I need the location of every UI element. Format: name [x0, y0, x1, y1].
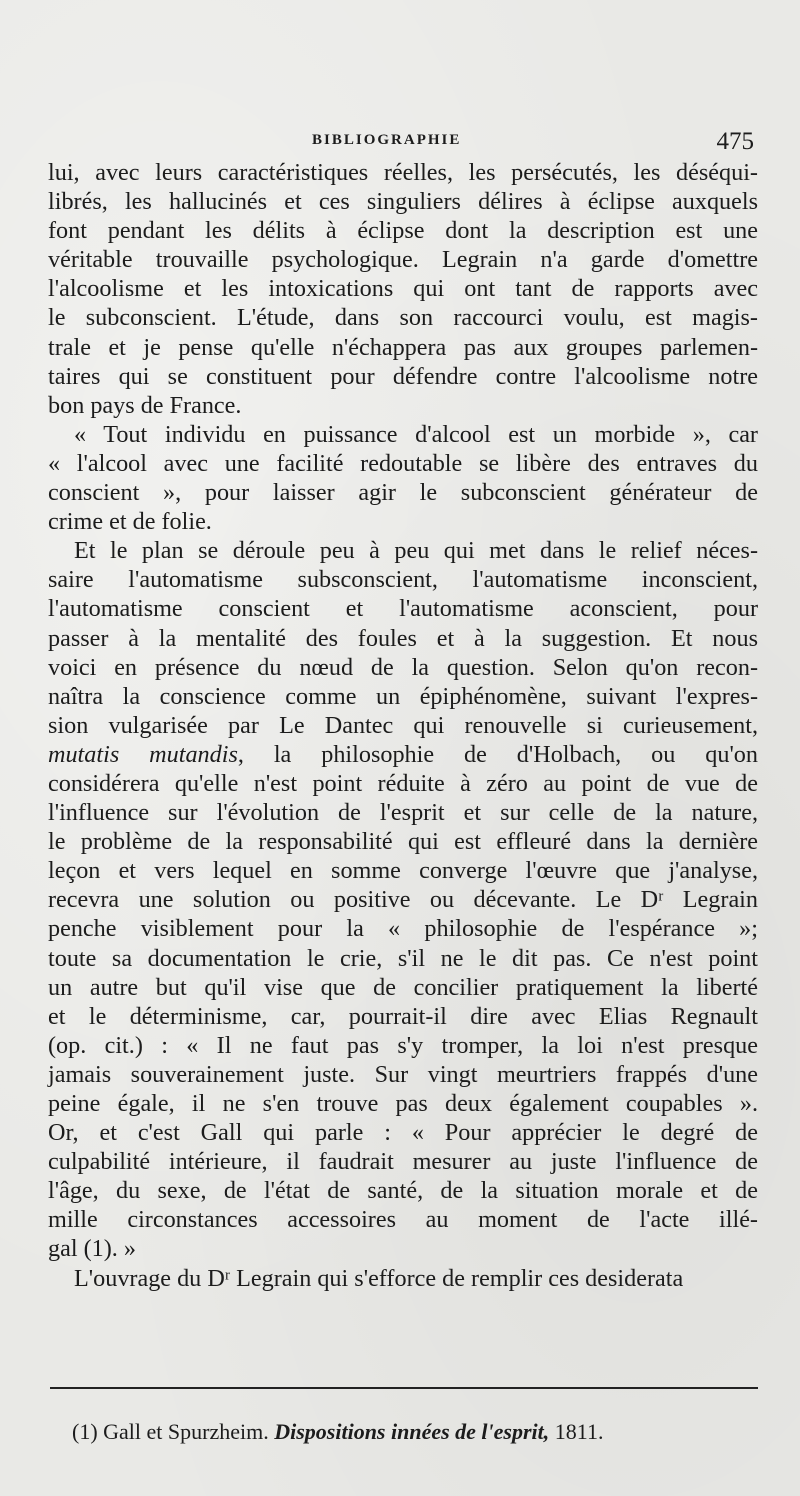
text-line: « Tout individu en puissance d'alcool est un morbide », car — [74, 420, 758, 448]
text-line: sion vulgarisée par Le Dantec qui renouvelle si curieusement, — [48, 711, 758, 739]
text-line: l'influence sur l'évolution de l'esprit et sur celle de la nature, — [48, 799, 758, 827]
text-line: « l'alcool avec une facilité redoutable se libère des entraves du — [48, 449, 758, 477]
text-line: mille circonstances accessoires au moment de l'acte illé- — [48, 1206, 758, 1234]
paragraph — [48, 1264, 758, 1293]
text-line: toute sa documentation le crie, s'il ne le dit pas. Ce n'est point — [48, 944, 758, 972]
text-line: naîtra la conscience comme un épiphénomène, suivant l'expres- — [48, 682, 758, 710]
text-line: gal (1). » — [48, 1235, 136, 1263]
footnote-year: 1811. — [554, 1419, 604, 1444]
running-head: BIBLIOGRAPHIE — [312, 132, 462, 148]
text-line: le subconscient. L'étude, dans son raccourci voulu, est magis- — [48, 304, 758, 332]
text-line: peine égale, il ne s'en trouve pas deux également coupables ». — [48, 1090, 758, 1117]
text-line: (op. cit.) : « Il ne faut pas s'y tromper, la loi n'est presque — [48, 1031, 758, 1059]
text-line: leçon et vers lequel en somme converge l'œuvre que j'analyse, — [48, 857, 758, 885]
footnote-rule — [50, 1387, 758, 1389]
text-line: mutatis mutandis, la philosophie de d'Holbach, ou qu'on — [48, 740, 758, 768]
page-header — [48, 128, 760, 158]
italic-phrase: mutatis mutandis — [48, 740, 238, 768]
body-text — [48, 158, 758, 1293]
text-line: Et le plan se déroule peu à peu qui met dans le relief néces- — [74, 537, 758, 565]
text-line: L'ouvrage du Dʳ Legrain qui s'efforce de remplir ces desiderata — [74, 1264, 684, 1292]
text-line: l'automatisme conscient et l'automatisme aconscient, pour — [48, 595, 758, 623]
text-line: penche visiblement pour la « philosophie de l'espérance »; — [48, 915, 758, 943]
text-line: font pendant les délits à éclipse dont la description est une — [48, 217, 758, 245]
text-line: considérera qu'elle n'est point réduite à zéro au point de vue de — [48, 769, 758, 797]
text-line: et le déterminisme, car, pourrait-il dire avec Elias Regnault — [48, 1002, 758, 1030]
text-line: recevra une solution ou positive ou décevante. Le Dʳ Legrain — [48, 886, 758, 914]
text-line: trale et je pense qu'elle n'échappera pas aux groupes parlemen- — [48, 333, 758, 361]
footnote-authors: Gall et Spurzheim. — [103, 1419, 269, 1444]
text-line: crime et de folie. — [48, 508, 212, 536]
paragraph — [48, 536, 758, 1263]
text-line: taires qui se constituent pour défendre contre l'alcoolisme notre — [48, 362, 758, 390]
text-line: voici en présence du nœud de la question. Selon qu'on recon- — [48, 653, 758, 681]
text-line: librés, les hallucinés et ces singuliers délires à éclipse auxquels — [48, 188, 758, 216]
footnote — [72, 1418, 762, 1446]
text-line: culpabilité intérieure, il faudrait mesurer au juste l'influence de — [48, 1148, 758, 1176]
text-line: saire l'automatisme subsconscient, l'automatisme inconscient, — [48, 566, 758, 594]
text-line: l'alcoolisme et les intoxications qui ont tant de rapports avec — [48, 275, 758, 303]
paragraph — [48, 420, 758, 536]
text-line: jamais souverainement juste. Sur vingt meurtriers frappés d'une — [48, 1060, 758, 1088]
footnote-marker: (1) — [72, 1419, 98, 1444]
page-number: 475 — [716, 128, 754, 155]
footnote-title: Dispositions innées de l'esprit, — [274, 1419, 550, 1444]
text-line: l'âge, du sexe, de l'état de santé, de la situation morale et de — [48, 1177, 758, 1205]
text-line: un autre but qu'il vise que de concilier pratiquement la liberté — [48, 973, 758, 1001]
text-line: conscient », pour laisser agir le subconscient générateur de — [48, 479, 758, 507]
text-line: passer à la mentalité des foules et à la suggestion. Et nous — [48, 624, 758, 652]
text-line: lui, avec leurs caractéristiques réelles, les persécutés, les déséqui- — [48, 159, 758, 186]
paragraph — [48, 158, 758, 420]
text-line: véritable trouvaille psychologique. Legrain n'a garde d'omettre — [48, 246, 758, 274]
text-line: le problème de la responsabilité qui est effleuré dans la dernière — [48, 828, 758, 856]
text-line: bon pays de France. — [48, 391, 242, 419]
text-line: Or, et c'est Gall qui parle : « Pour apprécier le degré de — [48, 1119, 758, 1147]
